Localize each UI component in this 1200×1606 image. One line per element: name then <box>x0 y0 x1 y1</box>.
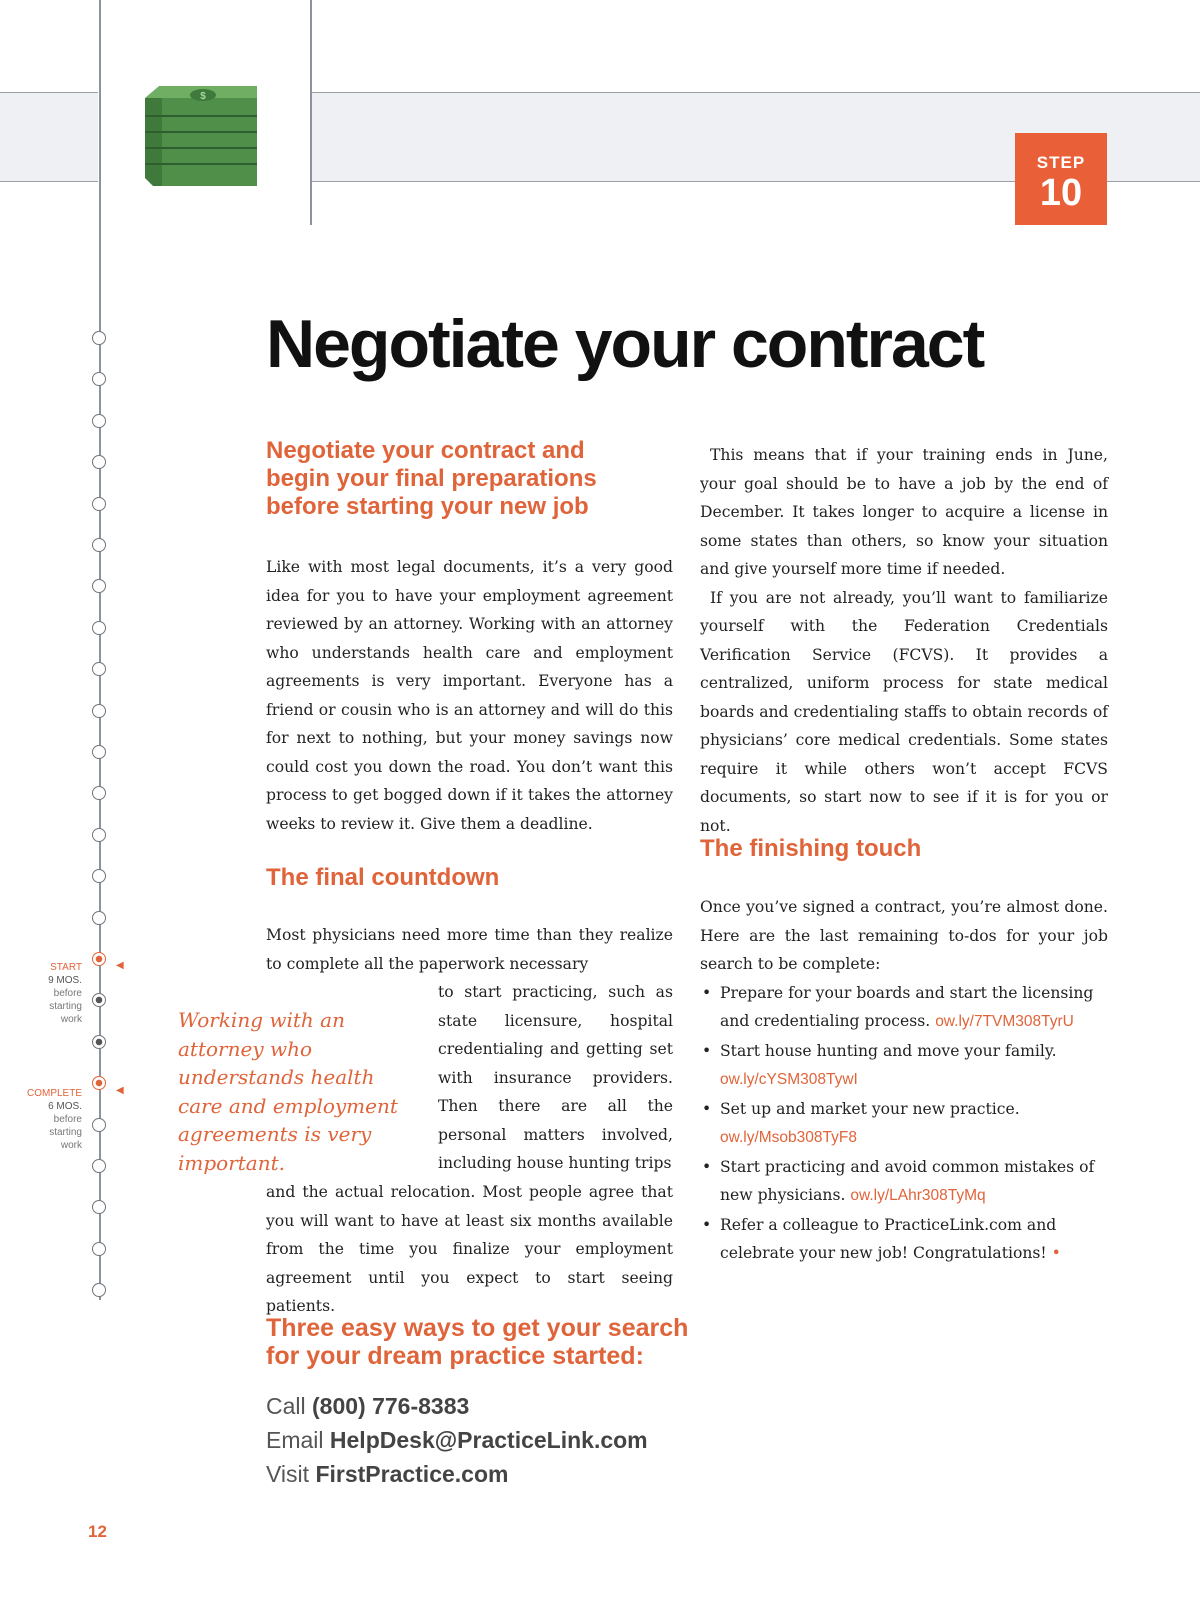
timeline-node <box>92 869 106 883</box>
timeline-node <box>92 331 106 345</box>
finishing-section: Once you’ve signed a contract, you’re almost done. Here are the last remaining to-dos for your job search to be complete: • Prepare for your boards and start the licensing and credentialing process. ow.ly/7TVM308TyrU • Start house hunting and move your family. ow.ly/cYSM308TywI • Set up and market your new practice. ow.ly/Msob308TyF8 • Start practicing and avoid common mistakes of new physicians. ow.ly/LAhr308TyMq • Refer a colleague to PracticeLink.com and celebrate your new job! Congratulations! • <box>700 893 1108 1268</box>
cta-visit: Visit FirstPractice.com <box>266 1461 509 1487</box>
column2-paragraph-1: This means that if your training ends in June, your goal should be to have a job by the end of December. It takes longer to acquire a license in some states than others, so know your situation and give yourself more time if needed. If you are not already, you’ll want to familiarize yourself with the Federation Credentials Verification Service (FCVS). It provides a centralized, uniform process for state medical boards and credentialing staffs to obtain records of physicians’ core medical credentials. Some states require it while others won’t accept FCVS documents, so start now to see if it is for you or not. <box>700 446 1108 835</box>
section-heading-countdown: The final countdown <box>266 864 500 891</box>
pull-quote: Working with an attorney who understands health care and employment agreements is very important. <box>178 1008 398 1175</box>
step-badge <box>1015 133 1107 225</box>
countdown-paragraph-b: to start practicing, such as state licensure, hospital credentialing and getting set with insurance providers. Then there are all the personal matters involved, including house hunting trips <box>438 983 673 1172</box>
email-link[interactable]: HelpDesk@PracticeLink.com <box>329 1427 648 1453</box>
step-label: STEP <box>1036 153 1086 172</box>
section-heading-finishing: The finishing touch <box>700 835 922 862</box>
countdown-paragraph-a: Most physicians need more time than they realize to complete all the paperwork necessary <box>266 926 673 973</box>
complete-marker-icon: ◀ <box>116 1085 124 1096</box>
timeline-node <box>92 745 106 759</box>
svg-text:$: $ <box>200 91 206 102</box>
timeline-node <box>92 1242 106 1256</box>
timeline-node <box>92 993 106 1007</box>
countdown-paragraph-c: and the actual relocation. Most people agree that you will want to have at least six months available from the time you finalize your employment agreement until you expect to start seeing patients. <box>266 1183 673 1315</box>
timeline-node <box>92 538 106 552</box>
timeline-node <box>92 1159 106 1173</box>
list-item: • Set up and market your new practice. ow.ly/Msob308TyF8 <box>700 1095 1108 1153</box>
timeline-node <box>92 1076 106 1090</box>
timeline-node <box>92 414 106 428</box>
todo-link[interactable]: ow.ly/cYSM308TywI <box>720 1071 858 1088</box>
timeline-node <box>92 455 106 469</box>
section-heading-negotiate: Negotiate your contract and begin your final preparations before starting your new job <box>266 437 597 520</box>
phone-link[interactable]: (800) 776-8383 <box>312 1393 470 1419</box>
timeline-node <box>92 579 106 593</box>
header-band-left <box>0 92 98 182</box>
page-title: Negotiate your contract <box>266 306 984 382</box>
divider-line <box>310 0 312 225</box>
timeline-node <box>92 621 106 635</box>
list-item: • Prepare for your boards and start the licensing and credentialing process. ow.ly/7TVM308TyrU <box>700 979 1108 1037</box>
timeline-node <box>92 828 106 842</box>
timeline-node <box>92 1035 106 1049</box>
timeline-node <box>92 1283 106 1297</box>
todo-list <box>700 979 1108 1268</box>
page-number: 12 <box>88 1522 107 1541</box>
timeline-node <box>92 952 106 966</box>
todo-link[interactable]: ow.ly/LAhr308TyMq <box>850 1187 986 1204</box>
end-mark: • <box>1051 1244 1061 1262</box>
todo-link[interactable]: ow.ly/7TVM308TyrU <box>935 1013 1074 1030</box>
todo-link[interactable]: ow.ly/Msob308TyF8 <box>720 1129 857 1146</box>
timeline-node <box>92 1200 106 1214</box>
timeline-complete-label: COMPLETE 6 MOS. before starting work <box>26 1088 82 1151</box>
timeline-node <box>92 372 106 386</box>
timeline-node <box>92 911 106 925</box>
list-item: • Refer a colleague to PracticeLink.com and celebrate your new job! Congratulations! • <box>700 1211 1108 1268</box>
timeline-node <box>92 662 106 676</box>
step-number: 10 <box>1039 172 1083 214</box>
timeline-start-label: START 9 MOS. before starting work <box>48 962 82 1025</box>
website-link[interactable]: FirstPractice.com <box>315 1461 509 1487</box>
cta-call: Call (800) 776-8383 <box>266 1393 470 1419</box>
cta-email: Email HelpDesk@PracticeLink.com <box>266 1427 648 1453</box>
timeline-node <box>92 786 106 800</box>
timeline-node <box>92 497 106 511</box>
list-item: • Start practicing and avoid common mistakes of new physicians. ow.ly/LAhr308TyMq <box>700 1153 1108 1211</box>
intro-paragraph: Like with most legal documents, it’s a very good idea for you to have your employment agreement reviewed by an attorney. Working with an attorney who understands health care and employment agreements is very important. Everyone has a friend or cousin who is an attorney and will do this for next to nothing, but your money savings now could cost you down the road. You don’t want this process to get bogged down if it takes the attorney weeks to review it. Give them a deadline. <box>266 558 673 833</box>
timeline-line <box>99 0 101 1300</box>
money-stack-icon <box>145 86 263 195</box>
start-marker-icon: ◀ <box>116 960 124 971</box>
list-item: • Start house hunting and move your family. ow.ly/cYSM308TywI <box>700 1037 1108 1095</box>
timeline-node <box>92 704 106 718</box>
timeline-node <box>92 1118 106 1132</box>
cta-heading: Three easy ways to get your search for your dream practice started: <box>266 1314 689 1370</box>
